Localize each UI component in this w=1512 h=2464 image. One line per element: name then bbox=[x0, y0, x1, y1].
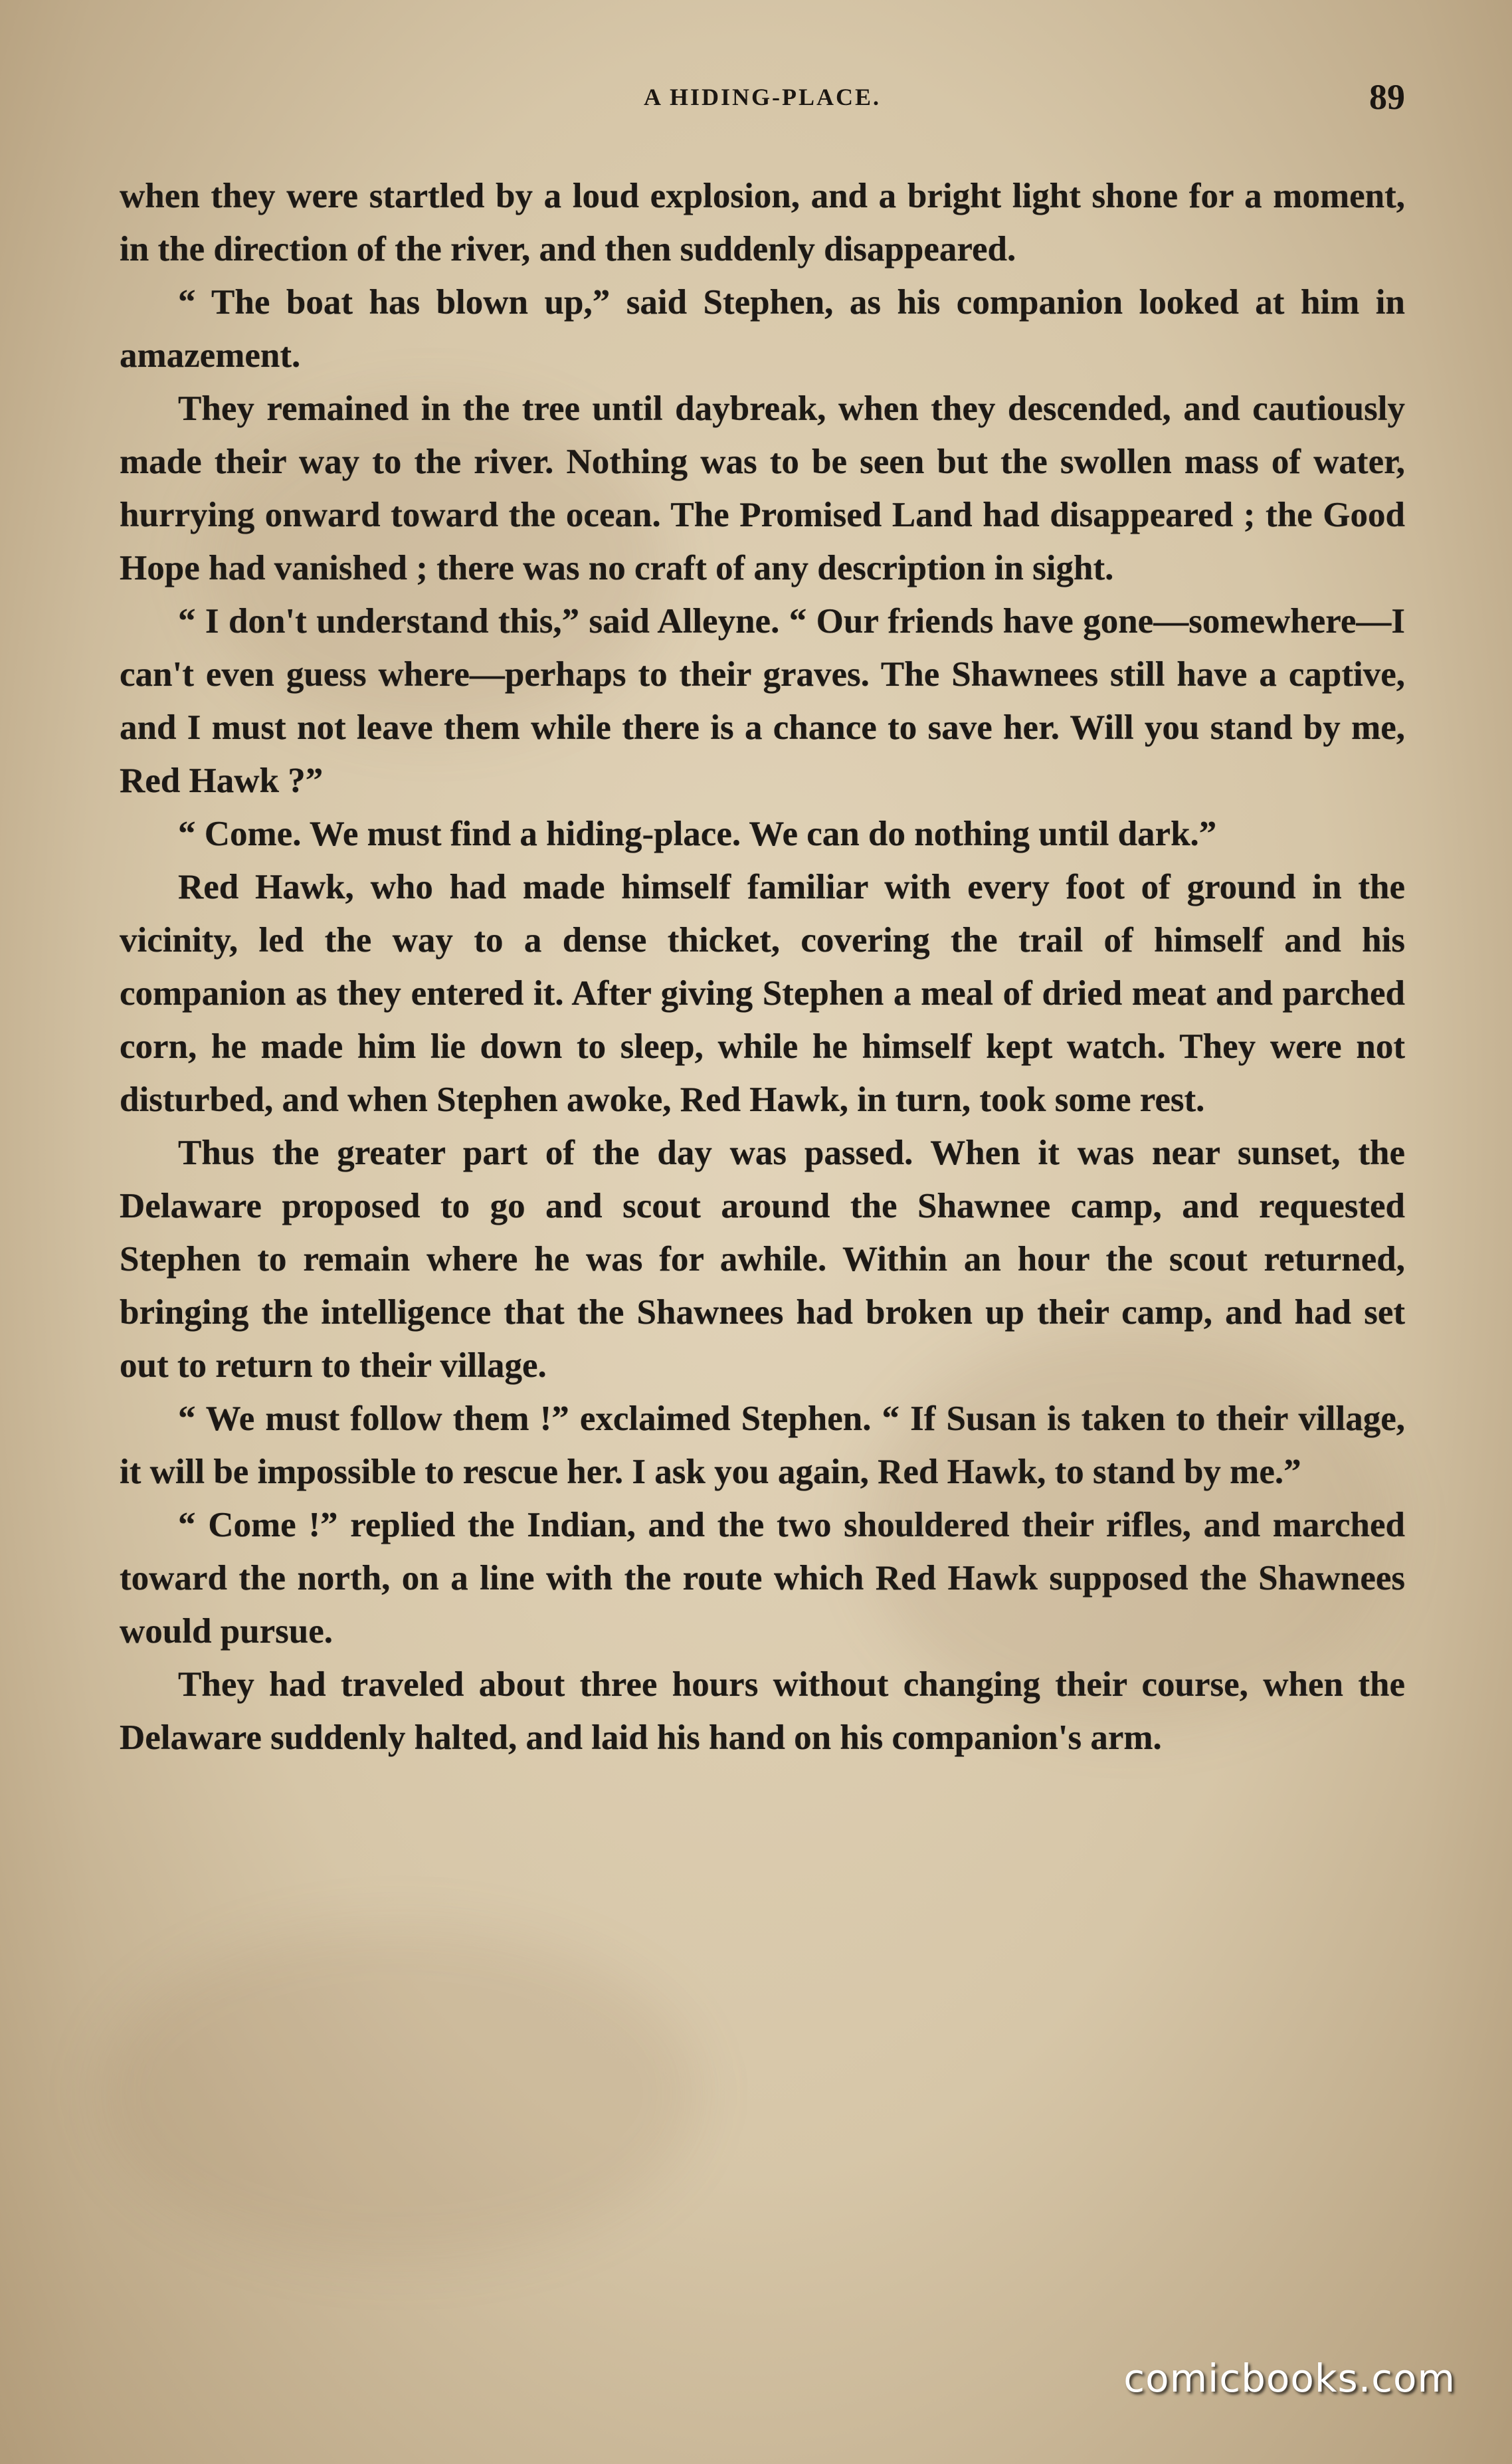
paragraph: Thus the greater part of the day was passed. When it was near sunset, the Delaware proposed to go and scout around the Shawnee camp, and requested Stephen to remain where he was for awhile. Within an hour the scout returned, bringing the intelligence that the Shawnees had broken up their camp, and had set out to return to their village. bbox=[120, 1134, 1405, 1385]
page-header bbox=[120, 76, 1405, 136]
paragraph: “ I don't understand this,” said Alleyne. “ Our friends have gone—somewhere—I can't even guess where—perhaps to their graves. The Shawnees still have a captive, and I must not leave them while there is a chance to save her. Will you stand by me, Red Hawk ?” bbox=[120, 602, 1405, 800]
paragraph: They had traveled about three hours without changing their course, when the Delaware suddenly halted, and laid his hand on his companion's arm. bbox=[120, 1665, 1405, 1757]
paragraph: “ The boat has blown up,” said Stephen, as his companion looked at him in amazement. bbox=[120, 283, 1405, 375]
running-title: A HIDING-PLACE. bbox=[643, 84, 882, 110]
paragraph: “ Come !” replied the Indian, and the two shouldered their rifles, and marched toward the north, on a line with the route which Red Hawk supposed the Shawnees would pursue. bbox=[120, 1506, 1405, 1651]
paragraph: when they were startled by a loud explosion, and a bright light shone for a moment, in the direction of the river, and then suddenly disappeared. bbox=[120, 177, 1405, 268]
paragraph: “ We must follow them !” exclaimed Stephen. “ If Susan is taken to their village, it will be impossible to rescue her. I ask you again, Red Hawk, to stand by me.” bbox=[120, 1399, 1405, 1491]
paper-stain bbox=[100, 1927, 698, 2259]
page-number: 89 bbox=[1369, 77, 1405, 117]
paragraph: They remained in the tree until daybreak, when they descended, and cautiously made their way to the river. Nothing was to be seen but the swollen mass of water, hurrying onward toward the ocean. The Promised Land had disappeared ; the Good Hope had vanished ; there was no craft of any description in sight. bbox=[120, 389, 1405, 587]
paragraph: Red Hawk, who had made himself familiar with every foot of ground in the vicinity, led the way to a dense thicket, covering the trail of himself and his companion as they entered it. After giving Stephen a meal of dried meat and parched corn, he made him lie down to sleep, while he himself kept watch. They were not disturbed, and when Stephen awoke, Red Hawk, in turn, took some rest. bbox=[120, 868, 1405, 1119]
paragraph: “ Come. We must find a hiding-place. We can do nothing until dark.” bbox=[178, 815, 1217, 853]
body-text bbox=[120, 169, 1405, 1764]
watermark: comicbooks.com bbox=[1123, 2356, 1456, 2401]
